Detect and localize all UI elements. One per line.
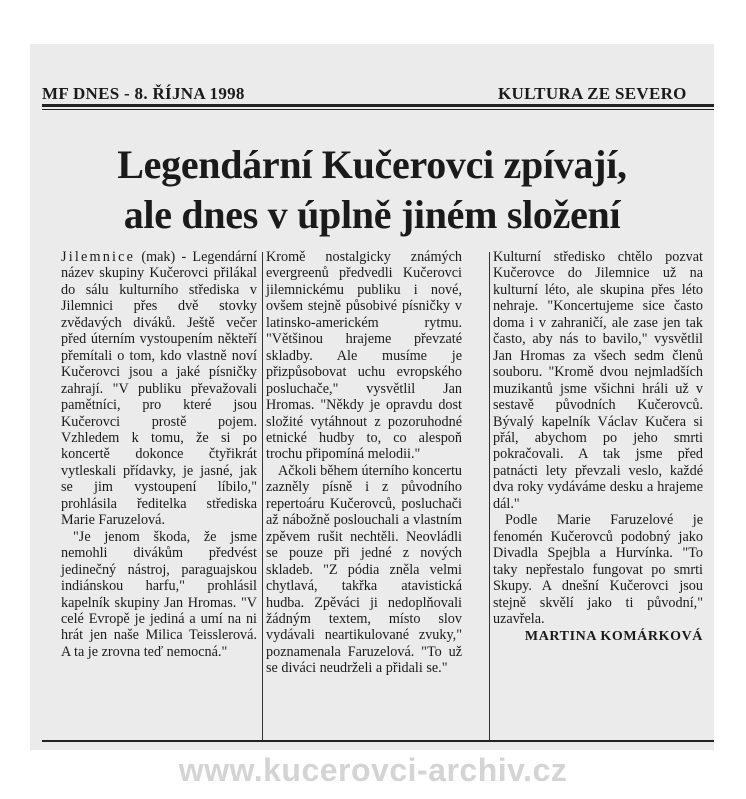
dateline: Jilemnice (61, 249, 136, 265)
masthead-date: MF DNES - 8. ŘÍJNA 1998 (42, 84, 245, 103)
article-column-1 (61, 249, 257, 660)
masthead-rule-thin (42, 109, 714, 110)
masthead-section: KULTURA ZE SEVERO (498, 84, 687, 103)
article-author: MARTINA KOMÁRKOVÁ (524, 629, 703, 645)
column-divider-1 (262, 252, 263, 740)
column-2-paragraph-1: Kromě nostalgicky známých evergreenů předvedli Kučerovci jilemnickému publiku i nové, ovšem stejně působivé písničky v latinsko-americkém rytmu. "Většinou hrajeme převzaté skladby. Ale musíme je přizpůsobovat uchu evropského posluchače," vysvětlil Jan Hromas. "Někdy je opravdu dost složité vytáhnout z pozoruhodné etnické hudby to, co alespoň trochu připomíná melodii." (266, 249, 462, 463)
column-1-paragraph-2: "Je jenom škoda, že jsme nemohli divákům předvést jedinečný nástroj, paraguajskou indiánskou harfu," prohlásil kapelník skupiny Jan Hromas. "V celé Evropě je jediná a umí na ni hrát jen naše Milica Teisslerová. A ta je zrovna teď nemocná." (61, 528, 257, 660)
article-column-3 (493, 249, 703, 646)
column-3-paragraph-2: Podle Marie Faruzelové je fenomén Kučerovců podobný jako Divadla Spejbla a Hurvínka. "To taky nepřestalo fungovat po smrti Skupy. A dnešní Kučerovci jsou stejně skvělí jako ti původní," uzavřela. (493, 512, 703, 627)
newspaper-clipping (30, 44, 714, 750)
masthead-rule (42, 104, 714, 107)
column-3-paragraph-1: Kulturní středisko chtělo pozvat Kučerovce do Jilemnice už na kulturní léto, ale skupina přes léto nehraje. "Koncertujeme sice často doma i v zahraničí, ale zase jen tak často, aby nás to bavilo," vysvětlil Jan Hromas za všech sedm členů souboru. "Kromě dvou nejmladších muzikantů jsme všichni hráli už v sestavě původních Kučerovců. Bývalý kapelník Václav Kučera si přál, abychom po jeho smrti pokračovali. A tak jsme před patnácti lety převzali veslo, každé dva roky vydáváme desku a hrajeme dál." (493, 249, 703, 512)
headline-line-2: ale dnes v úplně jiném složení (123, 192, 621, 237)
article-headline (30, 140, 714, 240)
column-2-paragraph-2: Ačkoli během úterního koncertu zazněly písně i z původního repertoáru Kučerovců, posluchači až nábožně poslouchali a vlastním zpěvem rušit nechtěli. Neovládli se pouze při jedné z nových skladeb. "Z pódia zněla velmi chytlavá, takřka atavistická hudba. Zpěváci ji nedoplňovali žádným textem, místo slov vydávali neartikulované zvuky," poznamenala Faruzelová. "To už se diváci neudrželi a přidali se." (266, 462, 462, 677)
article-column-2 (266, 249, 462, 677)
column-divider-2 (489, 252, 490, 740)
watermark-url: www.kucerovci-archiv.cz (178, 752, 568, 788)
column-1-paragraph-1-text: (mak) - Legendární název skupiny Kučerovci přilákal do sálu kulturního střediska v Jilemnici přes dvě stovky zvědavých diváků. Ještě večer před úterním vystoupením někteří přemítali o tom, kdo vlastně noví Kučerovci jsou a jaké písničky zahrají. "V publiku převažovali pamětníci, pro které jsou Kučerovci prostě pojem. Vzhledem k tomu, že si po koncertě dokonce čtyřikrát vytleskali přídavky, je jasné, jak se jim vystoupení líbilo," prohlásila ředitelka střediska Marie Faruzelová. (61, 249, 257, 529)
column-1-paragraph-1 (61, 249, 257, 529)
masthead (42, 82, 714, 106)
headline-line-1: Legendární Kučerovci zpívají, (117, 142, 627, 187)
bottom-rule (42, 740, 714, 742)
